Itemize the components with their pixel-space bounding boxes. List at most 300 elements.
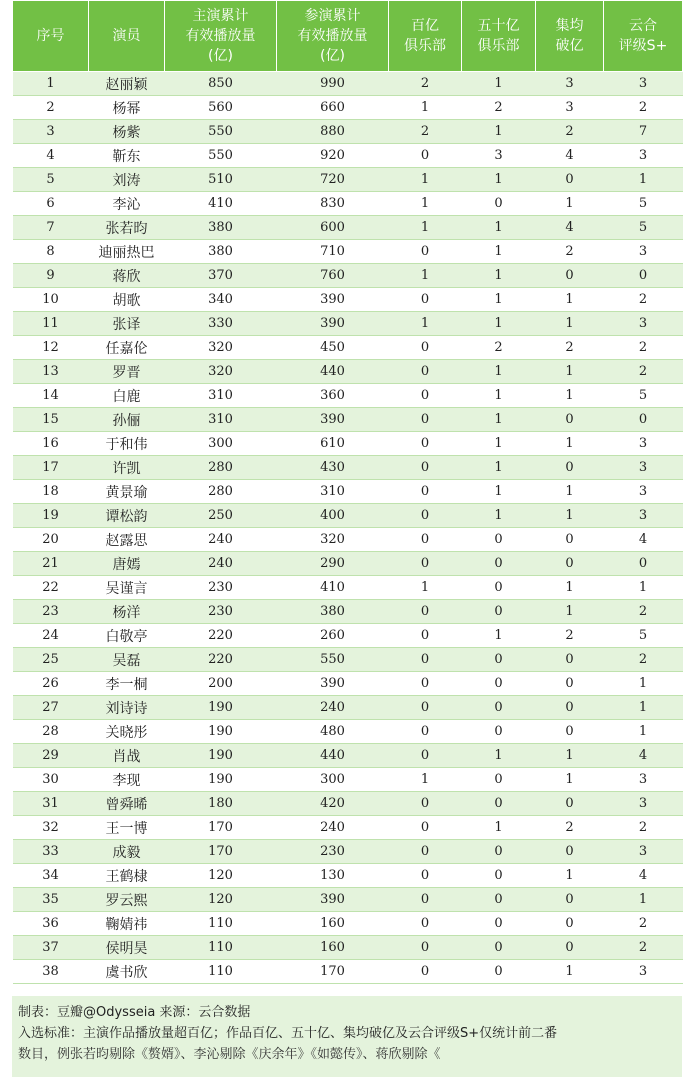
cell-actor: 李沁 xyxy=(89,192,165,216)
cell-actor: 虞书欣 xyxy=(89,960,165,984)
cell-yunhe-rating: 2 xyxy=(604,936,683,960)
cell-yunhe-rating: 2 xyxy=(604,600,683,624)
cell-10b-club: 0 xyxy=(389,648,462,672)
header-support-views xyxy=(277,1,389,72)
cell-lead-views: 120 xyxy=(165,864,277,888)
cell-lead-views: 170 xyxy=(165,840,277,864)
header-actor: 演员 xyxy=(89,1,165,72)
cell-10b-club: 0 xyxy=(389,888,462,912)
cell-episode-average: 0 xyxy=(536,792,604,816)
cell-rank: 15 xyxy=(13,408,89,432)
cell-actor: 孙俪 xyxy=(89,408,165,432)
cell-rank: 36 xyxy=(13,912,89,936)
cell-lead-views: 310 xyxy=(165,384,277,408)
cell-support-views: 390 xyxy=(277,312,389,336)
cell-lead-views: 320 xyxy=(165,336,277,360)
cell-rank: 32 xyxy=(13,816,89,840)
cell-yunhe-rating: 5 xyxy=(604,624,683,648)
cell-lead-views: 220 xyxy=(165,648,277,672)
cell-rank: 34 xyxy=(13,864,89,888)
cell-10b-club: 0 xyxy=(389,672,462,696)
cell-yunhe-rating: 2 xyxy=(604,360,683,384)
cell-rank: 31 xyxy=(13,792,89,816)
cell-rank: 33 xyxy=(13,840,89,864)
cell-rank: 20 xyxy=(13,528,89,552)
cell-actor: 许凯 xyxy=(89,456,165,480)
cell-rank: 1 xyxy=(13,72,89,96)
header-lead-views-line3: (亿) xyxy=(208,48,233,64)
cell-lead-views: 340 xyxy=(165,288,277,312)
table-row xyxy=(13,216,683,240)
cell-5b-club: 1 xyxy=(462,72,536,96)
table-row xyxy=(13,168,683,192)
cell-support-views: 390 xyxy=(277,888,389,912)
header-lead-views-line1: 主演累计 xyxy=(192,8,249,24)
cell-support-views: 720 xyxy=(277,168,389,192)
cell-support-views: 710 xyxy=(277,240,389,264)
cell-episode-average: 1 xyxy=(536,744,604,768)
cell-5b-club: 0 xyxy=(462,192,536,216)
cell-episode-average: 1 xyxy=(536,384,604,408)
cell-episode-average: 2 xyxy=(536,816,604,840)
cell-yunhe-rating: 3 xyxy=(604,456,683,480)
table-row xyxy=(13,960,683,984)
cell-5b-club: 0 xyxy=(462,600,536,624)
cell-episode-average: 0 xyxy=(536,840,604,864)
table-row xyxy=(13,624,683,648)
cell-lead-views: 300 xyxy=(165,432,277,456)
cell-yunhe-rating: 1 xyxy=(604,696,683,720)
cell-10b-club: 0 xyxy=(389,384,462,408)
cell-yunhe-rating: 3 xyxy=(604,480,683,504)
cell-10b-club: 0 xyxy=(389,720,462,744)
cell-lead-views: 240 xyxy=(165,552,277,576)
cell-yunhe-rating: 3 xyxy=(604,432,683,456)
cell-yunhe-rating: 3 xyxy=(604,504,683,528)
table-row xyxy=(13,192,683,216)
table-row xyxy=(13,672,683,696)
cell-10b-club: 0 xyxy=(389,528,462,552)
cell-5b-club: 1 xyxy=(462,432,536,456)
cell-lead-views: 310 xyxy=(165,408,277,432)
header-episode-average xyxy=(536,1,604,72)
cell-episode-average: 0 xyxy=(536,888,604,912)
cell-5b-club: 0 xyxy=(462,864,536,888)
cell-5b-club: 0 xyxy=(462,576,536,600)
cell-5b-club: 0 xyxy=(462,888,536,912)
table-row xyxy=(13,720,683,744)
table-row xyxy=(13,696,683,720)
cell-episode-average: 4 xyxy=(536,144,604,168)
cell-actor: 刘涛 xyxy=(89,168,165,192)
cell-rank: 25 xyxy=(13,648,89,672)
cell-support-views: 290 xyxy=(277,552,389,576)
cell-5b-club: 1 xyxy=(462,480,536,504)
cell-5b-club: 0 xyxy=(462,528,536,552)
cell-rank: 9 xyxy=(13,264,89,288)
cell-episode-average: 0 xyxy=(536,456,604,480)
cell-support-views: 880 xyxy=(277,120,389,144)
table-row xyxy=(13,480,683,504)
cell-5b-club: 1 xyxy=(462,744,536,768)
cell-5b-club: 2 xyxy=(462,336,536,360)
footnote-credit: 制表：豆瓣@Odysseia 来源：云合数据 xyxy=(18,1005,251,1020)
cell-10b-club: 0 xyxy=(389,480,462,504)
cell-support-views: 550 xyxy=(277,648,389,672)
cell-10b-club: 0 xyxy=(389,696,462,720)
cell-episode-average: 1 xyxy=(536,768,604,792)
header-episode-average-line2: 破亿 xyxy=(555,38,584,54)
cell-episode-average: 3 xyxy=(536,96,604,120)
cell-yunhe-rating: 0 xyxy=(604,264,683,288)
header-support-views-line3: (亿) xyxy=(320,48,345,64)
cell-lead-views: 170 xyxy=(165,816,277,840)
cell-support-views: 260 xyxy=(277,624,389,648)
cell-actor: 迪丽热巴 xyxy=(89,240,165,264)
header-yunhe-rating-line1: 云合 xyxy=(629,18,657,34)
cell-actor: 杨洋 xyxy=(89,600,165,624)
header-support-views-line2: 有效播放量 xyxy=(297,28,368,44)
cell-support-views: 160 xyxy=(277,936,389,960)
cell-episode-average: 2 xyxy=(536,120,604,144)
cell-5b-club: 1 xyxy=(462,408,536,432)
cell-episode-average: 0 xyxy=(536,696,604,720)
cell-support-views: 990 xyxy=(277,72,389,96)
cell-episode-average: 1 xyxy=(536,360,604,384)
cell-episode-average: 0 xyxy=(536,936,604,960)
cell-support-views: 480 xyxy=(277,720,389,744)
cell-lead-views: 320 xyxy=(165,360,277,384)
cell-lead-views: 550 xyxy=(165,120,277,144)
cell-lead-views: 110 xyxy=(165,960,277,984)
cell-support-views: 420 xyxy=(277,792,389,816)
header-rank: 序号 xyxy=(13,1,89,72)
cell-episode-average: 0 xyxy=(536,720,604,744)
cell-yunhe-rating: 4 xyxy=(604,528,683,552)
cell-actor: 杨紫 xyxy=(89,120,165,144)
cell-5b-club: 0 xyxy=(462,840,536,864)
cell-rank: 11 xyxy=(13,312,89,336)
cell-rank: 37 xyxy=(13,936,89,960)
cell-10b-club: 0 xyxy=(389,600,462,624)
cell-rank: 8 xyxy=(13,240,89,264)
cell-rank: 24 xyxy=(13,624,89,648)
cell-10b-club: 0 xyxy=(389,432,462,456)
cell-lead-views: 850 xyxy=(165,72,277,96)
cell-rank: 12 xyxy=(13,336,89,360)
cell-episode-average: 2 xyxy=(536,624,604,648)
cell-actor: 谭松韵 xyxy=(89,504,165,528)
cell-actor: 曾舜晞 xyxy=(89,792,165,816)
cell-lead-views: 230 xyxy=(165,576,277,600)
cell-rank: 6 xyxy=(13,192,89,216)
cell-10b-club: 1 xyxy=(389,264,462,288)
cell-actor: 杨幂 xyxy=(89,96,165,120)
cell-5b-club: 2 xyxy=(462,96,536,120)
cell-10b-club: 1 xyxy=(389,168,462,192)
cell-support-views: 380 xyxy=(277,600,389,624)
cell-support-views: 440 xyxy=(277,744,389,768)
cell-yunhe-rating: 5 xyxy=(604,384,683,408)
cell-lead-views: 510 xyxy=(165,168,277,192)
cell-episode-average: 1 xyxy=(536,480,604,504)
table-row xyxy=(13,816,683,840)
cell-5b-club: 1 xyxy=(462,264,536,288)
cell-10b-club: 2 xyxy=(389,72,462,96)
cell-10b-club: 0 xyxy=(389,840,462,864)
cell-actor: 李现 xyxy=(89,768,165,792)
cell-support-views: 240 xyxy=(277,696,389,720)
cell-10b-club: 0 xyxy=(389,936,462,960)
cell-lead-views: 190 xyxy=(165,720,277,744)
cell-support-views: 660 xyxy=(277,96,389,120)
cell-actor: 蒋欣 xyxy=(89,264,165,288)
cell-10b-club: 1 xyxy=(389,768,462,792)
cell-actor: 成毅 xyxy=(89,840,165,864)
cell-rank: 4 xyxy=(13,144,89,168)
cell-yunhe-rating: 2 xyxy=(604,648,683,672)
cell-rank: 13 xyxy=(13,360,89,384)
table-row xyxy=(13,600,683,624)
table-row xyxy=(13,408,683,432)
table-row xyxy=(13,72,683,96)
cell-5b-club: 1 xyxy=(462,360,536,384)
cell-episode-average: 0 xyxy=(536,528,604,552)
header-5b-club-line1: 五十亿 xyxy=(477,18,520,34)
cell-yunhe-rating: 1 xyxy=(604,720,683,744)
table-row xyxy=(13,432,683,456)
cell-rank: 26 xyxy=(13,672,89,696)
cell-rank: 2 xyxy=(13,96,89,120)
table-row xyxy=(13,96,683,120)
cell-yunhe-rating: 4 xyxy=(604,864,683,888)
table-row xyxy=(13,384,683,408)
table-row xyxy=(13,264,683,288)
cell-lead-views: 330 xyxy=(165,312,277,336)
cell-10b-club: 1 xyxy=(389,216,462,240)
cell-yunhe-rating: 2 xyxy=(604,288,683,312)
table-row xyxy=(13,552,683,576)
cell-yunhe-rating: 0 xyxy=(604,408,683,432)
cell-10b-club: 0 xyxy=(389,792,462,816)
cell-support-views: 430 xyxy=(277,456,389,480)
cell-10b-club: 0 xyxy=(389,240,462,264)
cell-episode-average: 0 xyxy=(536,648,604,672)
cell-lead-views: 280 xyxy=(165,480,277,504)
table-body xyxy=(13,72,683,984)
cell-lead-views: 250 xyxy=(165,504,277,528)
cell-lead-views: 190 xyxy=(165,696,277,720)
cell-lead-views: 190 xyxy=(165,768,277,792)
ranking-table-container xyxy=(12,0,682,984)
cell-rank: 18 xyxy=(13,480,89,504)
cell-rank: 27 xyxy=(13,696,89,720)
cell-episode-average: 1 xyxy=(536,960,604,984)
header-support-views-line1: 参演累计 xyxy=(304,8,361,24)
cell-rank: 29 xyxy=(13,744,89,768)
table-row xyxy=(13,888,683,912)
table-row xyxy=(13,504,683,528)
cell-support-views: 390 xyxy=(277,288,389,312)
cell-support-views: 920 xyxy=(277,144,389,168)
cell-lead-views: 200 xyxy=(165,672,277,696)
cell-actor: 白敬亭 xyxy=(89,624,165,648)
cell-10b-club: 0 xyxy=(389,912,462,936)
cell-actor: 白鹿 xyxy=(89,384,165,408)
cell-10b-club: 1 xyxy=(389,96,462,120)
cell-support-views: 170 xyxy=(277,960,389,984)
table-row xyxy=(13,840,683,864)
table-row xyxy=(13,240,683,264)
cell-10b-club: 0 xyxy=(389,144,462,168)
cell-episode-average: 2 xyxy=(536,240,604,264)
cell-support-views: 600 xyxy=(277,216,389,240)
cell-episode-average: 1 xyxy=(536,432,604,456)
cell-5b-club: 1 xyxy=(462,216,536,240)
table-row xyxy=(13,144,683,168)
cell-lead-views: 110 xyxy=(165,912,277,936)
cell-rank: 3 xyxy=(13,120,89,144)
header-episode-average-line1: 集均 xyxy=(555,18,584,34)
cell-yunhe-rating: 1 xyxy=(604,672,683,696)
cell-actor: 张若昀 xyxy=(89,216,165,240)
cell-5b-club: 1 xyxy=(462,168,536,192)
cell-yunhe-rating: 1 xyxy=(604,576,683,600)
cell-yunhe-rating: 2 xyxy=(604,816,683,840)
cell-actor: 赵丽颖 xyxy=(89,72,165,96)
cell-yunhe-rating: 3 xyxy=(604,72,683,96)
cell-support-views: 450 xyxy=(277,336,389,360)
cell-10b-club: 0 xyxy=(389,288,462,312)
cell-lead-views: 110 xyxy=(165,936,277,960)
cell-rank: 38 xyxy=(13,960,89,984)
cell-support-views: 240 xyxy=(277,816,389,840)
cell-support-views: 160 xyxy=(277,912,389,936)
cell-10b-club: 0 xyxy=(389,552,462,576)
cell-rank: 7 xyxy=(13,216,89,240)
cell-lead-views: 120 xyxy=(165,888,277,912)
cell-episode-average: 1 xyxy=(536,288,604,312)
table-row xyxy=(13,312,683,336)
cell-10b-club: 0 xyxy=(389,504,462,528)
cell-5b-club: 0 xyxy=(462,648,536,672)
cell-yunhe-rating: 7 xyxy=(604,120,683,144)
cell-5b-club: 0 xyxy=(462,696,536,720)
cell-yunhe-rating: 3 xyxy=(604,240,683,264)
cell-5b-club: 1 xyxy=(462,504,536,528)
cell-rank: 19 xyxy=(13,504,89,528)
header-yunhe-rating xyxy=(604,1,683,72)
cell-actor: 胡歌 xyxy=(89,288,165,312)
cell-episode-average: 1 xyxy=(536,576,604,600)
footnote-criteria-line1: 入选标准：主演作品播放量超百亿；作品百亿、五十亿、集均破亿及云合评级S+仅统计前二番 xyxy=(18,1026,558,1041)
cell-lead-views: 180 xyxy=(165,792,277,816)
cell-actor: 任嘉伦 xyxy=(89,336,165,360)
cell-actor: 唐嫣 xyxy=(89,552,165,576)
cell-rank: 22 xyxy=(13,576,89,600)
cell-actor: 王鹤棣 xyxy=(89,864,165,888)
cell-lead-views: 560 xyxy=(165,96,277,120)
cell-episode-average: 0 xyxy=(536,672,604,696)
cell-lead-views: 380 xyxy=(165,216,277,240)
cell-yunhe-rating: 3 xyxy=(604,960,683,984)
cell-rank: 30 xyxy=(13,768,89,792)
table-row xyxy=(13,648,683,672)
header-10b-club-line1: 百亿 xyxy=(411,18,439,34)
header-lead-views xyxy=(165,1,277,72)
cell-actor: 赵露思 xyxy=(89,528,165,552)
cell-lead-views: 370 xyxy=(165,264,277,288)
actor-ranking-table xyxy=(12,0,683,984)
header-lead-views-line2: 有效播放量 xyxy=(185,28,256,44)
cell-lead-views: 410 xyxy=(165,192,277,216)
cell-5b-club: 0 xyxy=(462,672,536,696)
cell-lead-views: 550 xyxy=(165,144,277,168)
cell-10b-club: 0 xyxy=(389,864,462,888)
cell-yunhe-rating: 3 xyxy=(604,840,683,864)
cell-10b-club: 0 xyxy=(389,360,462,384)
cell-support-views: 830 xyxy=(277,192,389,216)
header-10b-club xyxy=(389,1,462,72)
cell-5b-club: 0 xyxy=(462,936,536,960)
cell-support-views: 320 xyxy=(277,528,389,552)
table-row xyxy=(13,456,683,480)
cell-yunhe-rating: 3 xyxy=(604,792,683,816)
cell-support-views: 410 xyxy=(277,576,389,600)
cell-5b-club: 1 xyxy=(462,312,536,336)
cell-episode-average: 0 xyxy=(536,912,604,936)
cell-10b-club: 1 xyxy=(389,192,462,216)
table-row xyxy=(13,336,683,360)
cell-support-views: 610 xyxy=(277,432,389,456)
cell-10b-club: 0 xyxy=(389,744,462,768)
cell-yunhe-rating: 3 xyxy=(604,312,683,336)
cell-support-views: 390 xyxy=(277,408,389,432)
cell-lead-views: 230 xyxy=(165,600,277,624)
cell-episode-average: 3 xyxy=(536,72,604,96)
cell-rank: 21 xyxy=(13,552,89,576)
cell-5b-club: 1 xyxy=(462,288,536,312)
cell-yunhe-rating: 3 xyxy=(604,144,683,168)
cell-rank: 23 xyxy=(13,600,89,624)
cell-yunhe-rating: 1 xyxy=(604,888,683,912)
cell-episode-average: 1 xyxy=(536,504,604,528)
table-footnotes xyxy=(12,996,682,1077)
cell-5b-club: 3 xyxy=(462,144,536,168)
cell-5b-club: 0 xyxy=(462,792,536,816)
cell-episode-average: 1 xyxy=(536,864,604,888)
cell-actor: 黄景瑜 xyxy=(89,480,165,504)
cell-lead-views: 380 xyxy=(165,240,277,264)
cell-episode-average: 0 xyxy=(536,408,604,432)
cell-5b-club: 1 xyxy=(462,120,536,144)
cell-episode-average: 4 xyxy=(536,216,604,240)
table-row xyxy=(13,864,683,888)
table-header-row xyxy=(13,1,683,72)
cell-episode-average: 1 xyxy=(536,312,604,336)
table-row xyxy=(13,768,683,792)
cell-support-views: 310 xyxy=(277,480,389,504)
cell-10b-club: 2 xyxy=(389,120,462,144)
cell-actor: 李一桐 xyxy=(89,672,165,696)
cell-5b-club: 0 xyxy=(462,960,536,984)
table-row xyxy=(13,936,683,960)
cell-5b-club: 0 xyxy=(462,552,536,576)
cell-rank: 28 xyxy=(13,720,89,744)
cell-yunhe-rating: 5 xyxy=(604,192,683,216)
cell-lead-views: 280 xyxy=(165,456,277,480)
cell-rank: 17 xyxy=(13,456,89,480)
